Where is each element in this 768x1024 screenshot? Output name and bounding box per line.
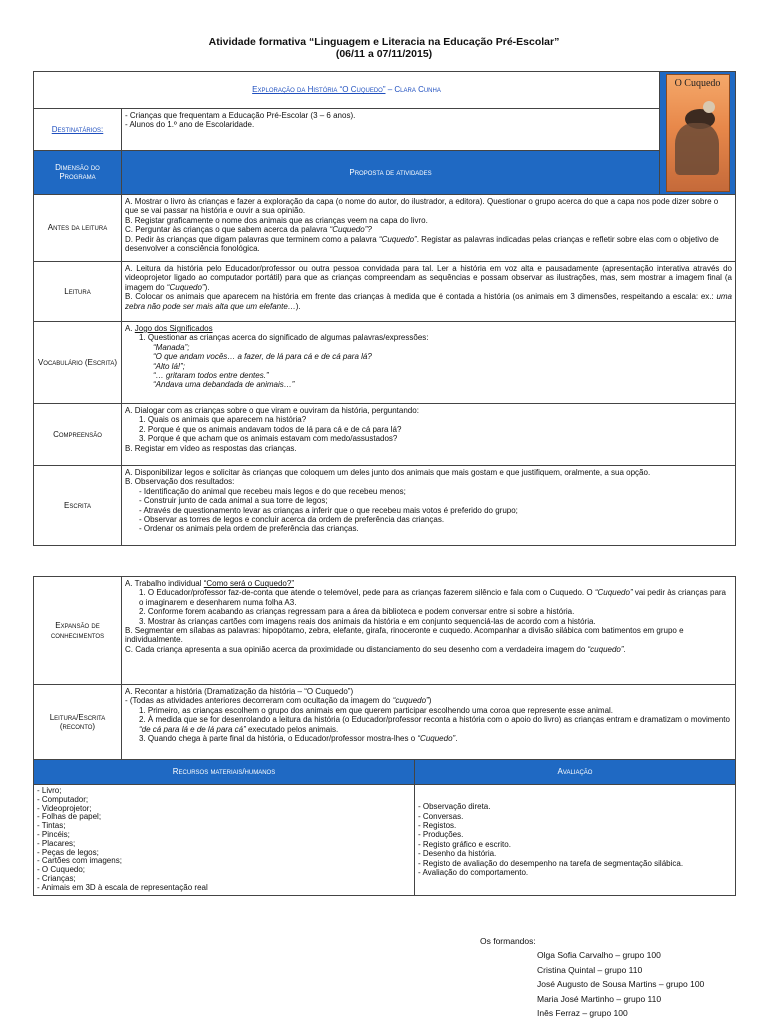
list-item: - Observação direta. — [418, 802, 491, 812]
list-item: - Avaliação do comportamento. — [418, 868, 529, 877]
destinatarios-content — [122, 109, 660, 150]
story-title-link[interactable]: Exploração da História “O Cuquedo” — [252, 85, 386, 95]
signature-name: Cristina Quintal – grupo 110 — [537, 964, 643, 975]
activity-line: A. Trabalho individual “Como será o Cuquedo?” — [125, 579, 294, 588]
list-item: - Produções. — [418, 830, 464, 840]
dest-line: - Crianças que frequentam a Educação Pré-Escolar (3 – 6 anos). — [125, 111, 356, 121]
expansao-content — [122, 577, 736, 685]
reconto-label: Leitura/Escrita (reconto) — [34, 685, 122, 760]
list-item: - Peças de legos; — [37, 847, 99, 857]
list-item: - Crianças; — [37, 873, 76, 883]
activity-line: D. Pedir às crianças que digam palavras que terminem como a palavra “Cuquedo”. Registar as palavras indicadas pelas crianças e refletir sobre elas com o objetivo de desenvolver a consciência fonológica. — [125, 234, 719, 254]
activity-line: C. Perguntar às crianças o que sabem acerca da palavra “Cuquedo”? — [125, 225, 372, 235]
activity-line: - Construir junto de cada animal a sua torre de legos; — [139, 496, 328, 506]
book-cover-image — [666, 74, 730, 192]
book-cover-title: O Cuquedo — [674, 78, 721, 89]
title-line-1: Atividade formativa “Linguagem e Literacia na Educação Pré-Escolar” — [208, 36, 560, 48]
activity-line: B. Colocar os animais que aparecem na história em frente das crianças à medida que é contada a história (os animais em 3 dimensões, respeitando a escala: ex.: uma zebra não pode ser mais alta que um elefante…). — [125, 292, 732, 311]
list-item: - Registo gráfico e escrito. — [418, 839, 511, 849]
list-item: - Videoprojetor; — [37, 803, 92, 813]
list-item: - Computador; — [37, 794, 89, 804]
activity-line: - (Todas as atividades anteriores decorreram com ocultação da imagem do “cuquedo”) — [125, 696, 432, 706]
activity-line: 2. À medida que se for desenrolando a leitura da história (o Educador/professor reconta a história com o apoio do livro) as crianças entram e dramatizam o movimento “de cá para lá e de lá para cá” executado pelos animais. — [139, 715, 730, 734]
activity-line: 2. Conforme forem acabando as crianças regressam para a área da biblioteca e podem conversar entre si sobre a história. — [139, 607, 575, 617]
activity-line: - Ordenar os animais pela ordem de preferência das crianças. — [139, 524, 359, 534]
activity-line: 2. Porque é que os animais andavam todos de lá para cá e de cá para lá? — [139, 424, 402, 434]
document-title — [0, 36, 768, 60]
activity-line: 3. Porque é que acham que os animais estavam com medo/assustados? — [139, 434, 398, 444]
list-item: - Cartões com imagens; — [37, 856, 122, 866]
activity-line: 1. O Educador/professor faz-de-conta que atende o telemóvel, pede para as crianças fazerem silêncio e fala com o Cuquedo. O “Cuquedo” vai pedir às crianças para o imaginarem e desenharem numa folha A3. — [139, 588, 727, 607]
activity-line: 3. Mostrar às crianças cartões com imagens reais dos animais da história e em conjunto sequenciá-las de acordo com a história. — [139, 616, 596, 626]
compreensao-label: Compreensão — [34, 404, 122, 466]
escrita-label: Escrita — [34, 466, 122, 546]
list-item: - Placares; — [37, 838, 76, 848]
compreensao-content — [122, 404, 736, 466]
list-item: - Animais em 3D à escala de representação real — [37, 882, 208, 892]
reconto-content — [122, 685, 736, 760]
leitura-label: Leitura — [34, 262, 122, 322]
activity-line: - Identificação do animal que recebeu mais legos e do que recebeu menos; — [139, 486, 406, 496]
vocab-item: “Alto lá!”; — [153, 361, 186, 371]
list-item: - Registos. — [418, 820, 457, 830]
activities-table-continued — [33, 576, 736, 896]
vocab-item: “… gritaram todos entre dentes.” — [153, 371, 269, 381]
activity-line: A. Mostrar o livro às crianças e fazer a exploração da capa (o nome do autor, do ilustrador, a editora). Questionar o grupo acerca do que a capa nos pode dizer sobre o que se vai passar na história e ouvir a sua opinião. — [125, 197, 719, 216]
activity-line: - Observar as torres de legos e concluir acerca da ordem de preferência das crianças. — [139, 515, 445, 525]
activity-line: - Através de questionamento levar as crianças a inferir que o que recebeu mais votos é preferido do grupo; — [139, 505, 518, 515]
activity-line: C. Cada criança apresenta a sua opinião acerca da proximidade ou distanciamento do seu desenho com a verdadeira imagem do “cuquedo”. — [125, 644, 626, 654]
signature-name: Inês Ferraz – grupo 100 — [537, 1008, 628, 1019]
activities-table — [33, 71, 736, 546]
antes-leitura-content — [122, 195, 736, 262]
list-item: - Desenho da história. — [418, 849, 497, 859]
vocab-item: “Manada”; — [153, 342, 190, 352]
proposta-label: Proposta de atividades — [122, 150, 660, 194]
destinatarios-label: Destinatários: — [34, 109, 122, 150]
activity-line: A. Jogo dos Significados — [125, 324, 213, 333]
avaliacao-list — [415, 785, 736, 896]
activity-line: 1. Primeiro, as crianças escolhem o grupo dos animais em que querem participar escolhendo uma coroa que represente esse animal. — [139, 705, 614, 715]
signature-name: Olga Sofia Carvalho – grupo 100 — [537, 950, 661, 961]
list-item: - Conversas. — [418, 811, 464, 821]
activity-line: A. Dialogar com as crianças sobre o que viram e ouviram da história, perguntando: — [125, 406, 419, 415]
vocabulario-content — [122, 322, 736, 404]
activity-line: A. Leitura da história pelo Educador/professor ou outra pessoa convidada para tal. Ler a história em voz alta e pausadamente (apresentação interativa através do videoprojetor ligado ao computador portátil) para que as crianças compreendam as sequências e possam observar as ilustrações, mas, sem mostrar a imagem final (a imagem do “Cuquedo”). — [125, 264, 732, 292]
activity-line: B. Registar em vídeo as respostas das crianças. — [125, 443, 297, 453]
recursos-list — [34, 785, 415, 896]
signatures-heading: Os formandos: — [480, 936, 536, 946]
list-item: - Registo de avaliação do desempenho na tarefa de segmentação silábica. — [418, 858, 684, 868]
list-item: - Pincéis; — [37, 829, 70, 839]
activity-line: 3. Quando chega à parte final da história, o Educador/professor mostra-lhes o “Cuquedo”. — [139, 734, 458, 744]
activity-line: 1. Questionar as crianças acerca do significado de algumas palavras/expressões: — [139, 333, 429, 343]
vocabulario-label: Vocabulário (Escrita) — [34, 322, 122, 404]
signature-name: Maria José Martinho – grupo 110 — [537, 993, 662, 1004]
avaliacao-header: Avaliação — [415, 760, 736, 785]
activity-line: 1. Quais os animais que aparecem na história? — [139, 415, 307, 425]
leitura-content — [122, 262, 736, 322]
activity-line: B. Observação dos resultados: — [125, 477, 235, 487]
book-cover-cell — [660, 72, 736, 195]
list-item: - Folhas de papel; — [37, 812, 102, 822]
activity-line: B. Registar graficamente o nome dos animais que as crianças veem na capa do livro. — [125, 215, 428, 225]
story-author: – Clara Cunha — [385, 85, 441, 95]
list-item: - O Cuquedo; — [37, 865, 86, 875]
story-title-cell — [34, 72, 660, 109]
recursos-header: Recursos materiais/humanos — [34, 760, 415, 785]
antes-leitura-label: Antes da leitura — [34, 195, 122, 262]
expansao-label: Expansão de conhecimentos — [34, 577, 122, 685]
dimensao-label: Dimensão do Programa — [34, 150, 122, 194]
activity-line: B. Segmentar em sílabas as palavras: hipopótamo, zebra, elefante, girafa, rinoceronte e cuquedo. Acompanhar a divisão silábica com batimentos em grupo e individualmente. — [125, 626, 684, 645]
activity-line: A. Disponibilizar legos e solicitar às crianças que coloquem um deles junto dos animais que mais gostam e que justifiquem, oralmente, a sua opção. — [125, 468, 651, 477]
list-item: - Tintas; — [37, 821, 66, 831]
title-line-2: (06/11 a 07/11/2015) — [335, 48, 433, 60]
vocab-item: “Andava uma debandada de animais…” — [153, 380, 295, 390]
signature-name: José Augusto de Sousa Martins – grupo 100 — [537, 979, 705, 990]
dest-line: - Alunos do 1.º ano de Escolaridade. — [125, 120, 255, 130]
vocab-item: “O que andam vocês… a fazer, de lá para cá e de cá para lá? — [153, 352, 372, 362]
signatures-block — [480, 934, 704, 1020]
activity-line: A. Recontar a história (Dramatização da história – “O Cuquedo”) — [125, 687, 354, 696]
list-item: - Livro; — [37, 786, 62, 795]
escrita-content — [122, 466, 736, 546]
